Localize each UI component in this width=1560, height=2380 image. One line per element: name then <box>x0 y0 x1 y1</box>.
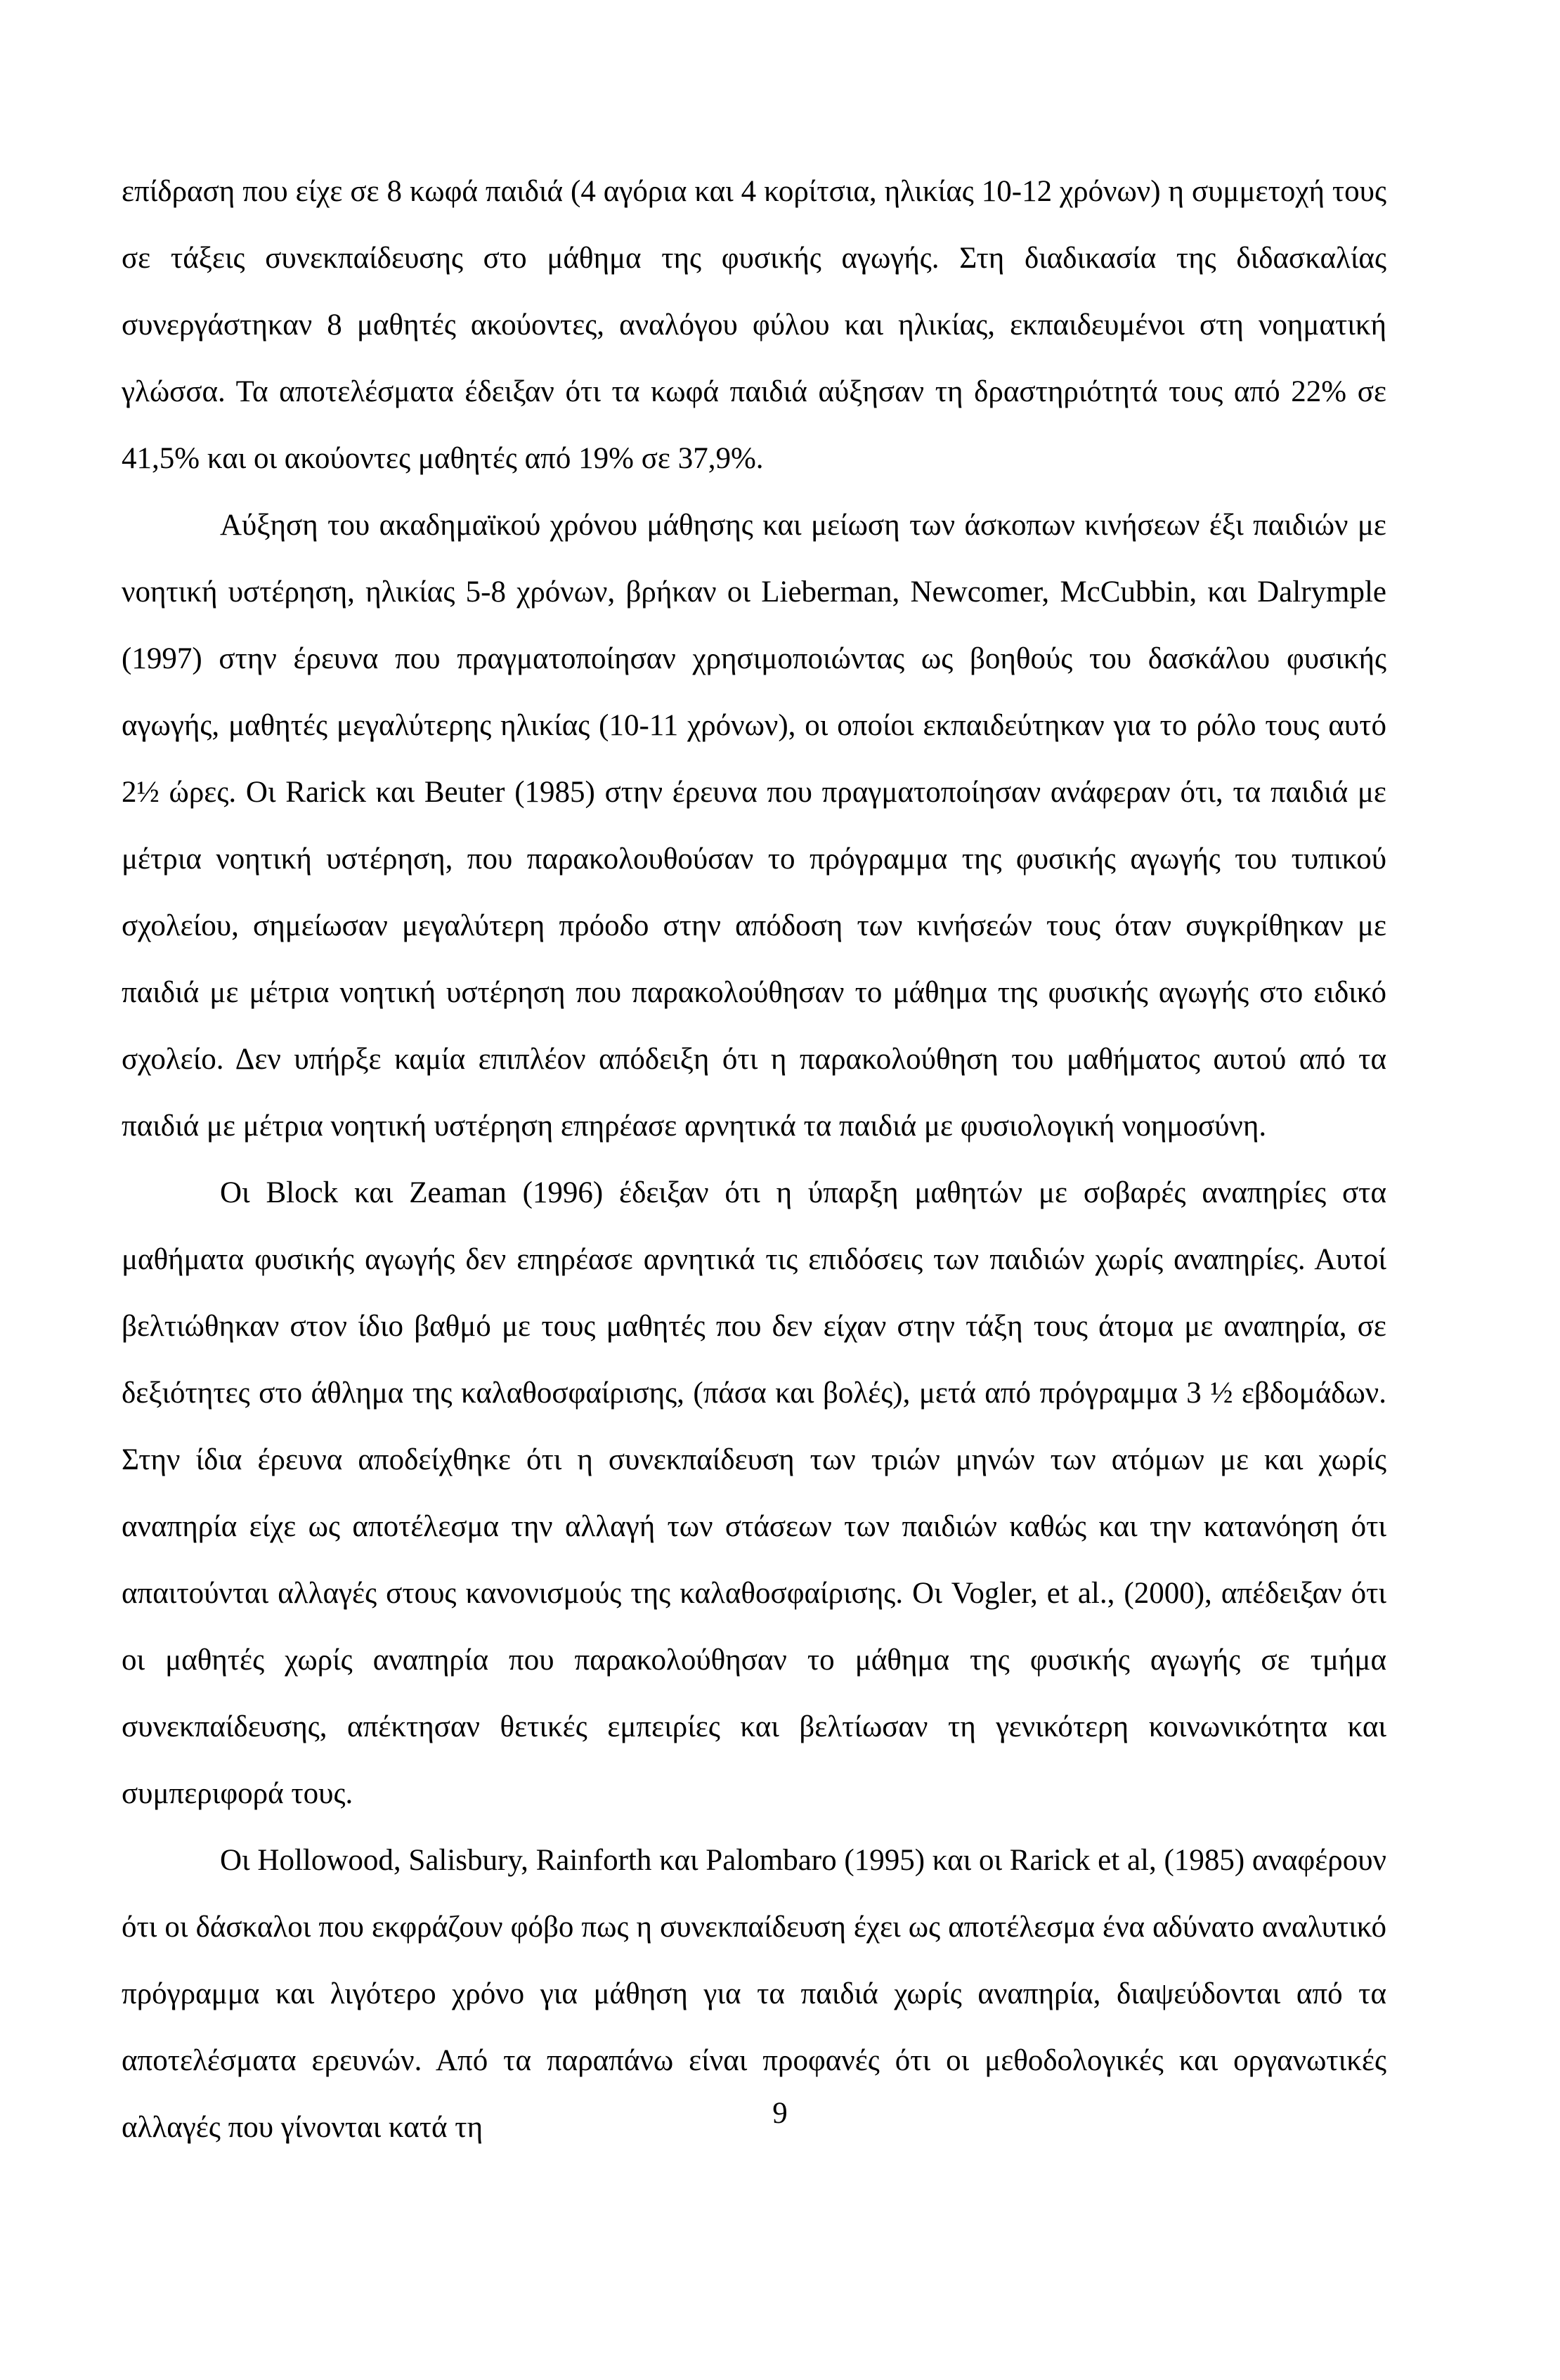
page-body <box>122 158 1386 2161</box>
paragraph-hollowood-study: Οι Hollowood, Salisbury, Rainforth και Palombaro (1995) και οι Rarick et al, (1985) αναφέρουν ότι οι δάσκαλοι που εκφράζουν φόβο πως η συνεκπαίδευση έχει ως αποτέλεσμα ένα αδύνατο αναλυτικό πρόγραμμα και λιγότερο χρόνο για μάθηση για τα παιδιά χωρίς αναπηρία, διαψεύδονται από τα αποτελέσματα ερευνών. Από τα παραπάνω είναι προφανές ότι οι μεθοδολογικές και οργανωτικές αλλαγές που γίνονται κατά τη <box>122 1844 1386 2144</box>
paragraph-block-zeaman-study: Οι Block και Zeaman (1996) έδειξαν ότι η ύπαρξη μαθητών με σοβαρές αναπηρίες στα μαθήματα φυσικής αγωγής δεν επηρέασε αρνητικά τις επιδόσεις των παιδιών χωρίς αναπηρίες. Αυτοί βελτιώθηκαν στον ίδιο βαθμό με τους μαθητές που δεν είχαν στην τάξη τους άτομα με αναπηρία, σε δεξιότητες στο άθλημα της καλαθοσφαίρισης, (πάσα και βολές), μετά από πρόγραμμα 3 ½ εβδομάδων. Στην ίδια έρευνα αποδείχθηκε ότι η συνεκπαίδευση των τριών μηνών των ατόμων με και χωρίς αναπηρία είχε ως αποτέλεσμα την αλλαγή των στάσεων των παιδιών καθώς και την κατανόηση ότι απαιτούνται αλλαγές στους κανονισμούς της καλαθοσφαίρισης. Οι Vogler, et al., (2000), απέδειξαν ότι οι μαθητές χωρίς αναπηρία που παρακολούθησαν το μάθημα της φυσικής αγωγής σε τμήμα συνεκπαίδευσης, απέκτησαν θετικές εμπειρίες και βελτίωσαν τη γενικότερη κοινωνικότητα και συμπεριφορά τους. <box>122 1176 1386 1810</box>
page-number: 9 <box>772 2097 788 2130</box>
paragraph-lieberman-study: Αύξηση του ακαδημαϊκού χρόνου μάθησης και μείωση των άσκοπων κινήσεων έξι παιδιών με νοητική υστέρηση, ηλικίας 5-8 χρόνων, βρήκαν οι Lieberman, Newcomer, McCubbin, και Dalrymple (1997) στην έρευνα που πραγματοποίησαν χρησιμοποιώντας ως βοηθούς του δασκάλου φυσικής αγωγής, μαθητές μεγαλύτερης ηλικίας (10-11 χρόνων), οι οποίοι εκπαιδεύτηκαν για το ρόλο τους αυτό 2½ ώρες. Οι Rarick και Beuter (1985) στην έρευνα που πραγματοποίησαν ανάφεραν ότι, τα παιδιά με μέτρια νοητική υστέρηση, που παρακολουθούσαν το πρόγραμμα της φυσικής αγωγής του τυπικού σχολείου, σημείωσαν μεγαλύτερη πρόοδο στην απόδοση των κινήσεών τους όταν συγκρίθηκαν με παιδιά με μέτρια νοητική υστέρηση που παρακολούθησαν το μάθημα της φυσικής αγωγής στο ειδικό σχολείο. Δεν υπήρξε καμία επιπλέον απόδειξη ότι η παρακολούθηση του μαθήματος αυτού από τα παιδιά με μέτρια νοητική υστέρηση επηρέασε αρνητικά τα παιδιά με φυσιολογική νοημοσύνη. <box>122 509 1386 1143</box>
paragraph-continuation: επίδραση που είχε σε 8 κωφά παιδιά (4 αγόρια και 4 κορίτσια, ηλικίας 10-12 χρόνων) η συμμετοχή τους σε τάξεις συνεκπαίδευσης στο μάθημα της φυσικής αγωγής. Στη διαδικασία της διδασκαλίας συνεργάστηκαν 8 μαθητές ακούοντες, αναλόγου φύλου και ηλικίας, εκπαιδευμένοι στη νοηματική γλώσσα. Τα αποτελέσματα έδειξαν ότι τα κωφά παιδιά αύξησαν τη δραστηριότητά τους από 22% σε 41,5% και οι ακούοντες μαθητές από 19% σε 37,9%. <box>122 175 1386 475</box>
